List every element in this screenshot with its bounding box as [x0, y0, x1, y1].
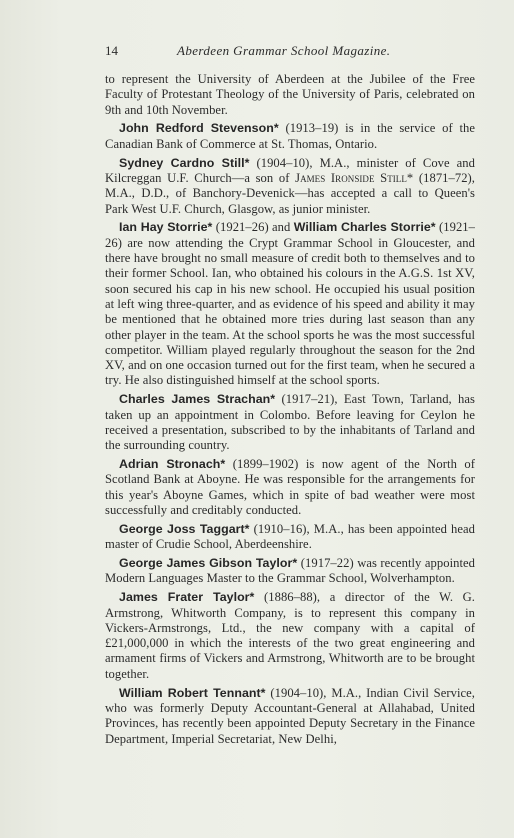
- page-header: [105, 41, 475, 61]
- entry-taggart: [105, 522, 475, 553]
- entry-text: (1913–19) is in the service of the Canadian Bank of Commerce at St. Thomas, Ontario.: [105, 121, 476, 151]
- entry-text: (1910–16), M.A., has been appointed head master of Crudie School, Aberdeenshire.: [105, 521, 475, 552]
- person-name-smallcaps: James Ironside Still*: [295, 170, 414, 185]
- body-text: [105, 72, 475, 750]
- person-name: James Frater Taylor*: [119, 590, 255, 605]
- entry-stevenson: [105, 121, 475, 152]
- entry-strachan: [105, 392, 475, 453]
- entry-tennant: [105, 686, 475, 747]
- running-title: Aberdeen Grammar School Magazine.: [177, 43, 391, 58]
- person-name: William Robert Tennant*: [119, 685, 266, 700]
- entry-text: (1899–1902) is now agent of the North of Scotland Bank at Aboyne. He was responsible for the arrangements for this year's Aboyne Games, which in spite of bad weather were most successfully and creditably conducted.: [105, 457, 475, 517]
- person-name: George Joss Taggart*: [119, 521, 250, 536]
- person-name: Adrian Stronach*: [119, 457, 226, 472]
- entry-text: (1921–26) are now attending the Crypt Grammar School in Gloucester, and there have brought no small measure of credit both to themselves and to their former School. Ian, who obtained his colours in the A.G.S. 1st XV, soon secured his cap in his new school. He occupied his usual position at left wing three-quarter, and as evidence of his speed and ability it may be mentioned that he obtained more tries during last season than any other player in the team. At the school sports he was the most successful competitor. William played regularly throughout the season for the 2nd XV, and on one occasion turned out for the first team, when he secured a try. He also distinguished himself at the school sports.: [105, 220, 475, 388]
- person-name: William Charles Storrie*: [293, 220, 436, 235]
- entry-text: (1904–10), M.A., minister of Cove and Kilcreggan U.F. Church—a son of: [105, 155, 475, 185]
- person-name: Sydney Cardno Still*: [119, 155, 250, 170]
- entry-text: (1871–72), M.A., D.D., of Banchory-Devenick—has accepted a call to Queen's Park West U.F. Church, Glasgow, as junior minister.: [105, 170, 476, 216]
- person-name: John Redford Stevenson*: [119, 121, 279, 136]
- paragraph-continuation: [105, 72, 475, 118]
- paragraph-text: to represent the University of Aberdeen at the Jubilee of the Free Faculty of Protestant Theology of the University of Paris, celebrated on 9th and 10th November.: [105, 72, 475, 117]
- entry-text: (1917–21), East Town, Tarland, has taken up an appointment in Colombo. Before leaving for Ceylon he received a presentation, subscribed to by the inhabitants of Tarland and the surrounding country.: [105, 392, 475, 453]
- entry-text: (1904–10), M.A., Indian Civil Service, who was formerly Deputy Accountant-General at Allahabad, United Provinces, has recently been appointed Deputy Secretary in the Finance Department, Imperial Secretariat, New Delhi,: [105, 685, 475, 746]
- entry-text: (1921–26) and: [212, 220, 294, 235]
- entry-text: (1917–22) was recently appointed Modern Languages Master to the Grammar School, Wolverhampton.: [105, 556, 475, 586]
- entry-text: (1886–88), a director of the W. G. Armstrong, Whitworth Company, is to represent this company in Vickers-Armstrongs, Ltd., the new company with a capital of £21,000,000 in which the interests of the two great engineering and armament firms of Vickers and Armstrong, Whitworth are to be brought together.: [105, 590, 475, 681]
- page-number: 14: [105, 43, 118, 58]
- entry-storrie: [105, 220, 475, 388]
- person-name: George James Gibson Taylor*: [119, 556, 298, 571]
- entry-stronach: [105, 457, 475, 518]
- entry-frater-taylor: [105, 590, 475, 682]
- person-name: Charles James Strachan*: [119, 392, 276, 407]
- entry-still: [105, 156, 475, 217]
- person-name: Ian Hay Storrie*: [119, 220, 213, 235]
- entry-gibson-taylor: [105, 556, 475, 587]
